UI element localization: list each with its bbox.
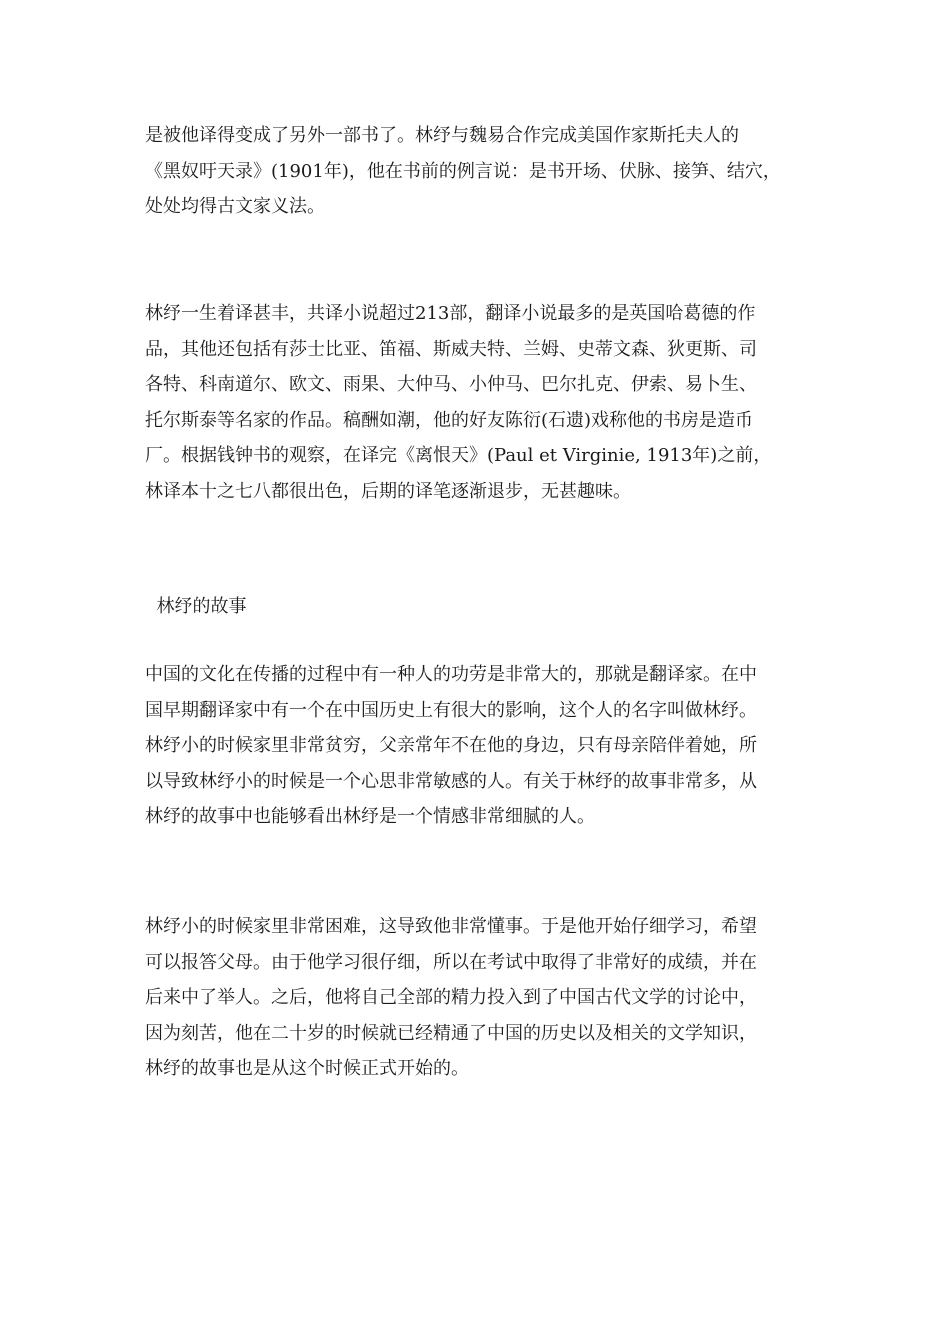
paragraph-line: 各特、科南道尔、欧文、雨果、大仲马、小仲马、巴尔扎克、伊索、易卜生、 [145,374,757,395]
paragraph-2 [145,296,810,509]
paragraph-line: 林纾小的时候家里非常贫穷，父亲常年不在他的身边，只有母亲陪伴着她，所 [145,735,757,756]
paragraph-line: 品，其他还包括有莎士比亚、笛福、斯威夫特、兰姆、史蒂文森、狄更斯、司 [145,338,757,360]
paragraph-line: 林纾小的时候家里非常困难，这导致他非常懂事。于是他开始仔细学习，希望 [145,916,757,937]
paragraph-line: 因为刻苦，他在二十岁的时候就已经精通了中国的历史以及相关的文学知识， [145,1022,757,1044]
paragraph-3 [145,657,810,835]
paragraph-line: 中国的文化在传播的过程中有一种人的功劳是非常大的，那就是翻译家。在中 [145,664,757,685]
section-heading: 林纾的故事 [145,596,247,617]
paragraph-line: 《黑奴吁天录》(1901年)，他在书前的例言说：是书开场、伏脉、接笋、结穴， [145,160,781,182]
paragraph-4 [145,909,810,1087]
paragraph-line: 是被他译得变成了另外一部书了。林纾与魏易合作完成美国作家斯托夫人的 [145,125,739,146]
paragraph-line: 处处均得古文家义法。 [145,196,325,217]
paragraph-line: 可以报答父母。由于他学习很仔细，所以在考试中取得了非常好的成绩，并在 [145,951,757,973]
paragraph-1 [145,118,810,225]
paragraph-line: 后来中了举人。之后，他将自己全部的精力投入到了中国古代文学的讨论中， [145,987,757,1008]
paragraph-line: 林纾的故事也是从这个时候正式开始的。 [145,1058,469,1079]
paragraph-line: 林译本十之七八都很出色，后期的译笔逐渐退步，无甚趣味。 [145,480,631,502]
paragraph-line: 国早期翻译家中有一个在中国历史上有很大的影响，这个人的名字叫做林纾。 [145,699,757,721]
paragraph-line: 林纾的故事中也能够看出林纾是一个情感非常细腻的人。 [145,806,595,827]
paragraph-line: 以导致林纾小的时候是一个心思非常敏感的人。有关于林纾的故事非常多，从 [145,770,757,792]
paragraph-line: 托尔斯泰等名家的作品。稿酬如潮，他的好友陈衍(石遗)戏称他的书房是造币 [145,409,754,431]
paragraph-line: 林纾一生着译甚丰，共译小说超过213部，翻译小说最多的是英国哈葛德的作 [145,303,756,324]
paragraph-line: 厂。根据钱钟书的观察，在译完《离恨天》(Paul et Virginie, 1913年)之前， [145,445,772,466]
